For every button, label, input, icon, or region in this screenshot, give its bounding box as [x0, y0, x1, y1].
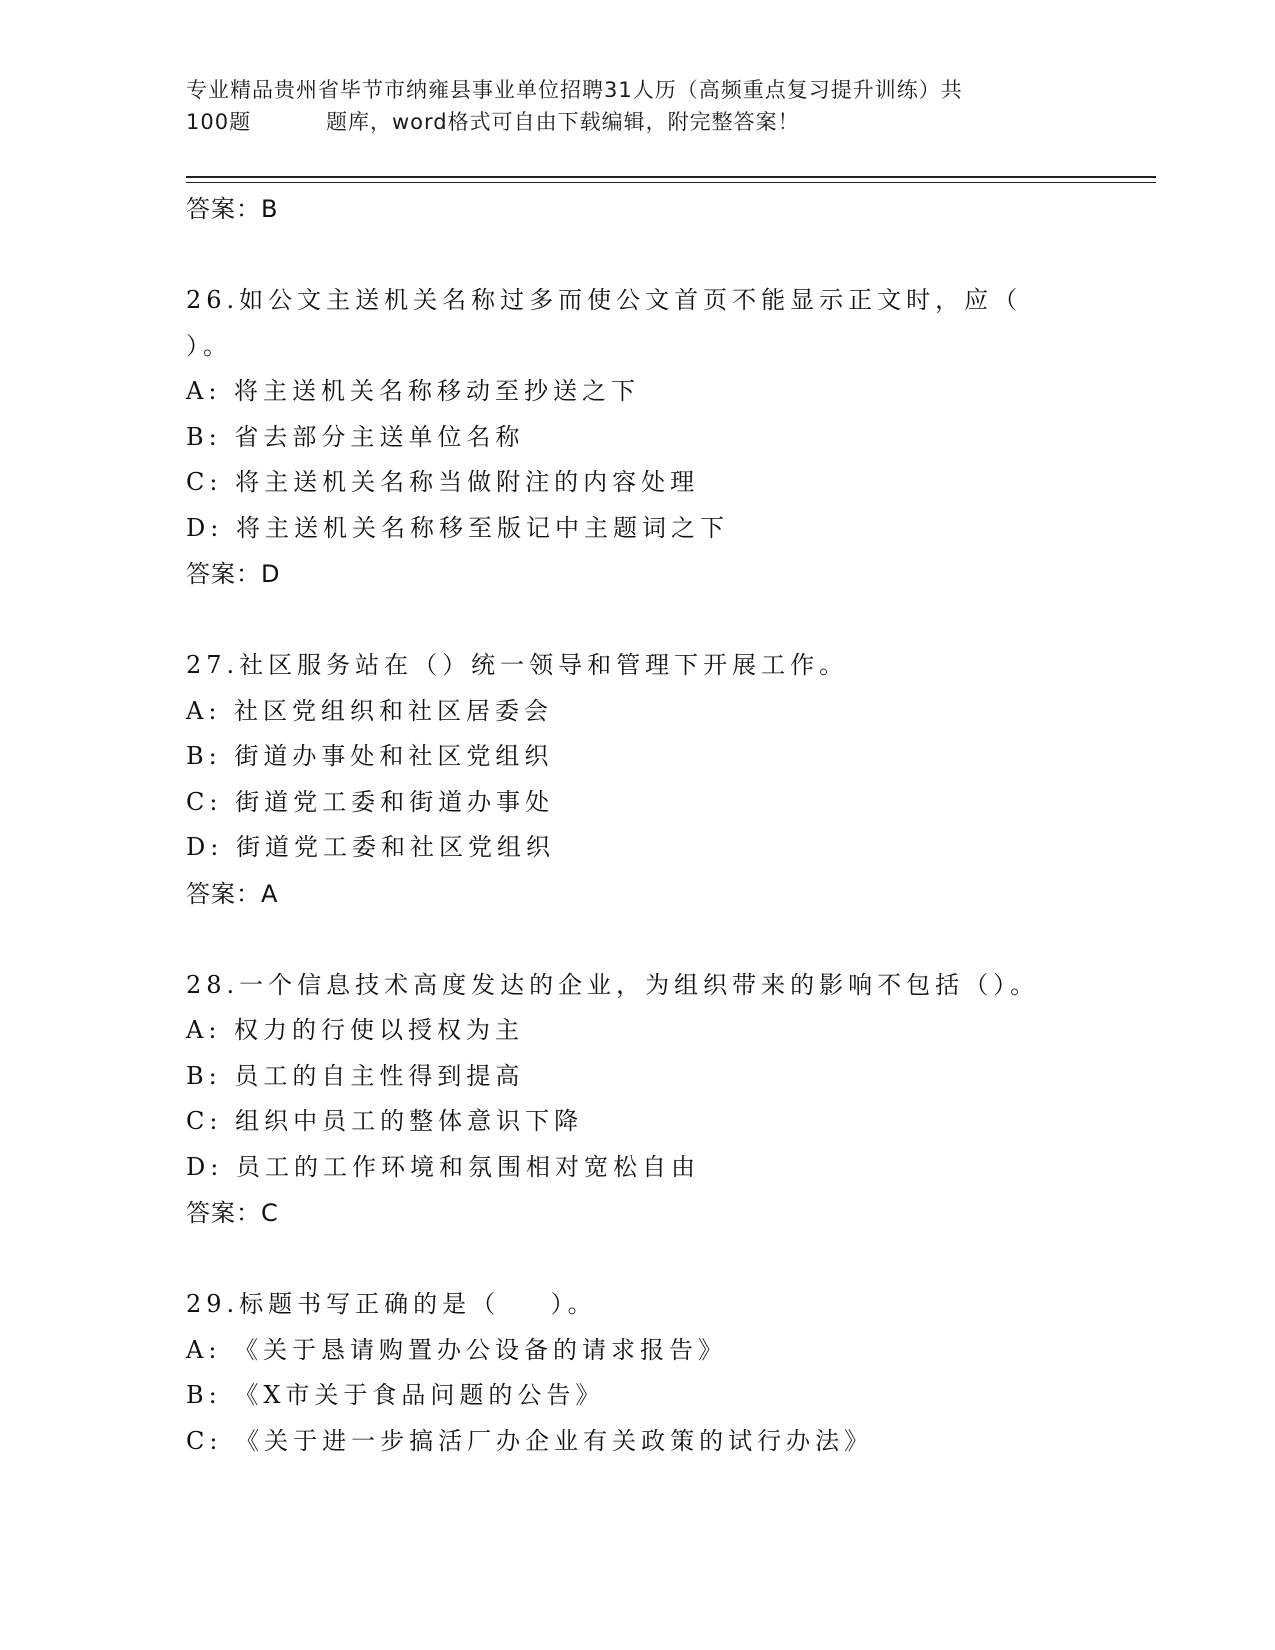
header-divider-thick — [186, 176, 1156, 178]
question-text-continuation: ）。 — [186, 331, 232, 360]
option-c: C: 街道党工委和街道办事处 — [186, 787, 555, 816]
option-d: D: 街道党工委和社区党组织 — [186, 833, 555, 861]
answer: 答案：D — [186, 560, 281, 588]
answer-previous: 答案：B — [186, 195, 279, 223]
question-28 — [186, 963, 1146, 1237]
option-a: A: 社区党组织和社区居委会 — [186, 696, 554, 725]
option-b: B: 街道办事处和社区党组织 — [186, 742, 554, 770]
header-line-1: 专业精品贵州省毕节市纳雍县事业单位招聘31人历（高频重点复习提升训练）共 — [186, 78, 963, 102]
header-description: 题库，word格式可自由下载编辑，附完整答案！ — [326, 110, 800, 134]
question-text: 29.标题书写正确的是（ ）。 — [186, 1290, 597, 1318]
page-header — [186, 74, 1086, 138]
question-text: 26.如公文主送机关名称过多而使公文首页不能显示正文时，应（ — [186, 286, 1023, 314]
spacer — [186, 1236, 1146, 1282]
header-divider-thin — [186, 182, 1156, 183]
question-text: 27.社区服务站在（）统一领导和管理下开展工作。 — [186, 651, 849, 679]
option-b: B: 《X市关于食品问题的公告》 — [186, 1381, 605, 1409]
question-list — [186, 186, 1146, 1464]
header-count: 100题 — [186, 110, 252, 134]
option-d: D: 将主送机关名称移至版记中主题词之下 — [186, 513, 729, 542]
question-text: 28.一个信息技术高度发达的企业，为组织带来的影响不包括（）。 — [186, 970, 1040, 999]
option-a: A: 将主送机关名称移动至抄送之下 — [186, 377, 641, 405]
header-line-2 — [186, 106, 1086, 138]
option-a: A: 《关于恳请购置办公设备的请求报告》 — [186, 1335, 728, 1364]
question-27 — [186, 643, 1146, 917]
answer: 答案：A — [186, 879, 279, 908]
spacer — [186, 917, 1146, 963]
option-c: C: 《关于进一步搞活厂办企业有关政策的试行办法》 — [186, 1426, 874, 1455]
option-b: B: 员工的自主性得到提高 — [186, 1061, 525, 1090]
option-b: B: 省去部分主送单位名称 — [186, 422, 525, 451]
question-26 — [186, 278, 1146, 597]
spacer — [186, 597, 1146, 643]
option-a: A: 权力的行使以授权为主 — [186, 1016, 525, 1044]
answer: 答案：C — [186, 1199, 279, 1227]
option-d: D: 员工的工作环境和氛围相对宽松自由 — [186, 1152, 700, 1181]
question-29 — [186, 1282, 1146, 1464]
option-c: C: 组织中员工的整体意识下降 — [186, 1107, 584, 1135]
spacer — [186, 232, 1146, 278]
option-c: C: 将主送机关名称当做附注的内容处理 — [186, 468, 700, 496]
